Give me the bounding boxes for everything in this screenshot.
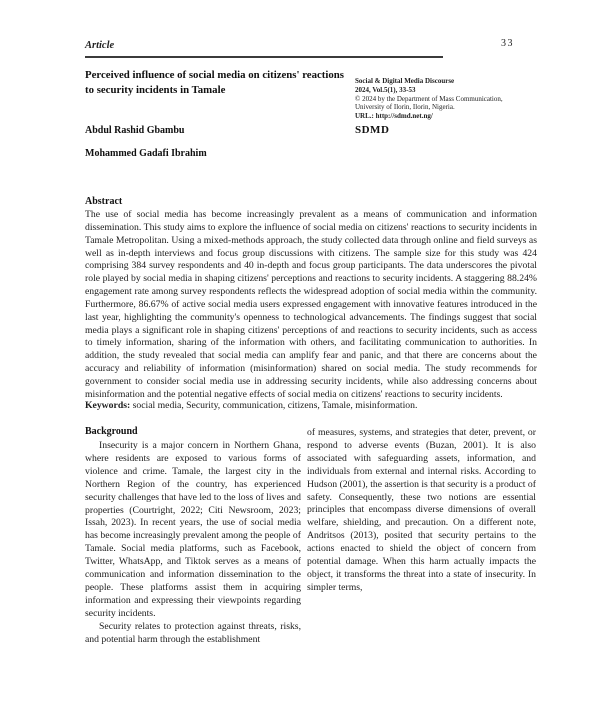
header-rule xyxy=(85,35,443,58)
journal-copyright: © 2024 by the Department of Mass Communication, University of Ilorin, Ilorin, Nigeria. xyxy=(355,94,503,112)
keywords-label: Keywords: xyxy=(85,400,131,411)
article-type-label: Article xyxy=(85,40,115,51)
author-name-2: Mohammed Gadafi Ibrahim xyxy=(85,147,207,159)
background-paragraph-2: Security relates to protection against threats, risks, and potential harm through the establishment xyxy=(85,620,301,645)
author-list xyxy=(85,125,207,170)
background-paragraph-1: Insecurity is a major concern in Northern Ghana, where residents are exposed to various forms of violence and crime. Tamale, the largest city in the Northern Region of the country, has experienced security challenges that have led to the loss of lives and properties (Courtright, 2022; Citi Newsroom, 2023; Issah, 2023). In recent years, the use of social media has become increasingly prevalent among the people of Tamale. Social media platforms, such as Facebook, Twitter, WhatsApp, and Tiktok serves as a means of communication and information dissemination to the people. These platforms assist them in acquiring information and expressing their viewpoints regarding security incidents. xyxy=(85,440,301,619)
journal-url: URL.: http://sdmd.net.ng/ xyxy=(355,112,433,121)
page-number: 33 xyxy=(501,38,514,49)
journal-issue: 2024, Vol.5(1), 33-53 xyxy=(355,85,416,94)
background-column-right xyxy=(307,427,536,595)
keywords-text: social media, Security, communication, citizens, Tamale, misinformation. xyxy=(130,400,418,411)
journal-name: Social & Digital Media Discourse xyxy=(355,77,455,85)
paper-title-line-1: Perceived influence of social media on citizens' reactions xyxy=(85,69,344,81)
background-heading: Background xyxy=(85,426,138,437)
background-paragraph-3: of measures, systems, and strategies that deter, prevent, or respond to adverse events (Buzan, 2001). It is also associated with safeguarding assets, information, and individuals from external and internal risks. According to Hudson (2001), the assertion is that security is a product of safety. Consequently, these two notions are essential principles that encompass diverse dimensions of overall welfare, shielding, and precaution. On a different note, Andritsos (2013), posited that security pertains to the actions enacted to shield the object of concern from potential damage. When this harm actually impacts the object, it transforms the threat into a state of insecurity. In simpler terms, xyxy=(307,427,536,593)
keywords-line xyxy=(85,400,537,411)
journal-info-block xyxy=(355,77,525,135)
paper-title xyxy=(85,68,385,97)
author-name-1: Abdul Rashid Gbambu xyxy=(85,125,185,136)
abstract-heading: Abstract xyxy=(85,196,123,207)
background-column-left xyxy=(85,440,301,647)
abstract-text: The use of social media has become increasingly prevalent as a means of communication and information dissemination. This study aims to explore the influence of social media on citizens' reactions to security incidents in Tamale Metropolitan. Using a mixed-methods approach, the study collected data through online and field surveys as well as in-depth interviews and focus group discussions with citizens. The sample size for this study was 424 comprising 384 survey respondents and 40 in-depth and focus group participants. The data underscores the pivotal role played by social media in shaping citizens' perceptions and reactions to security incidents. A staggering 88.24% engagement rate among survey respondents reflects the widespread adoption of social media within the community. Furthermore, 86.67% of active social media users expressed engagement with innovative features introduced in the last year, highlighting the community's openness to technological advancements. The findings suggest that social media plays a significant role in shaping citizens' perceptions of and reactions to security incidents, such as access to timely information, sharing of the information with others, and facilitating communication to authorities. In addition, the study revealed that social media can amplify fear and panic, and that there are concerns about the accuracy and reliability of information (misinformation) shared on social media. The study recommends for government to consider social media use in addressing security incidents, while also addressing concerns about misinformation and the potential negative effects of social media on citizens' reactions to security incidents. xyxy=(85,209,537,400)
journal-logo: SDMD xyxy=(355,123,390,136)
paper-title-line-2: to security incidents in Tamale xyxy=(85,83,226,96)
